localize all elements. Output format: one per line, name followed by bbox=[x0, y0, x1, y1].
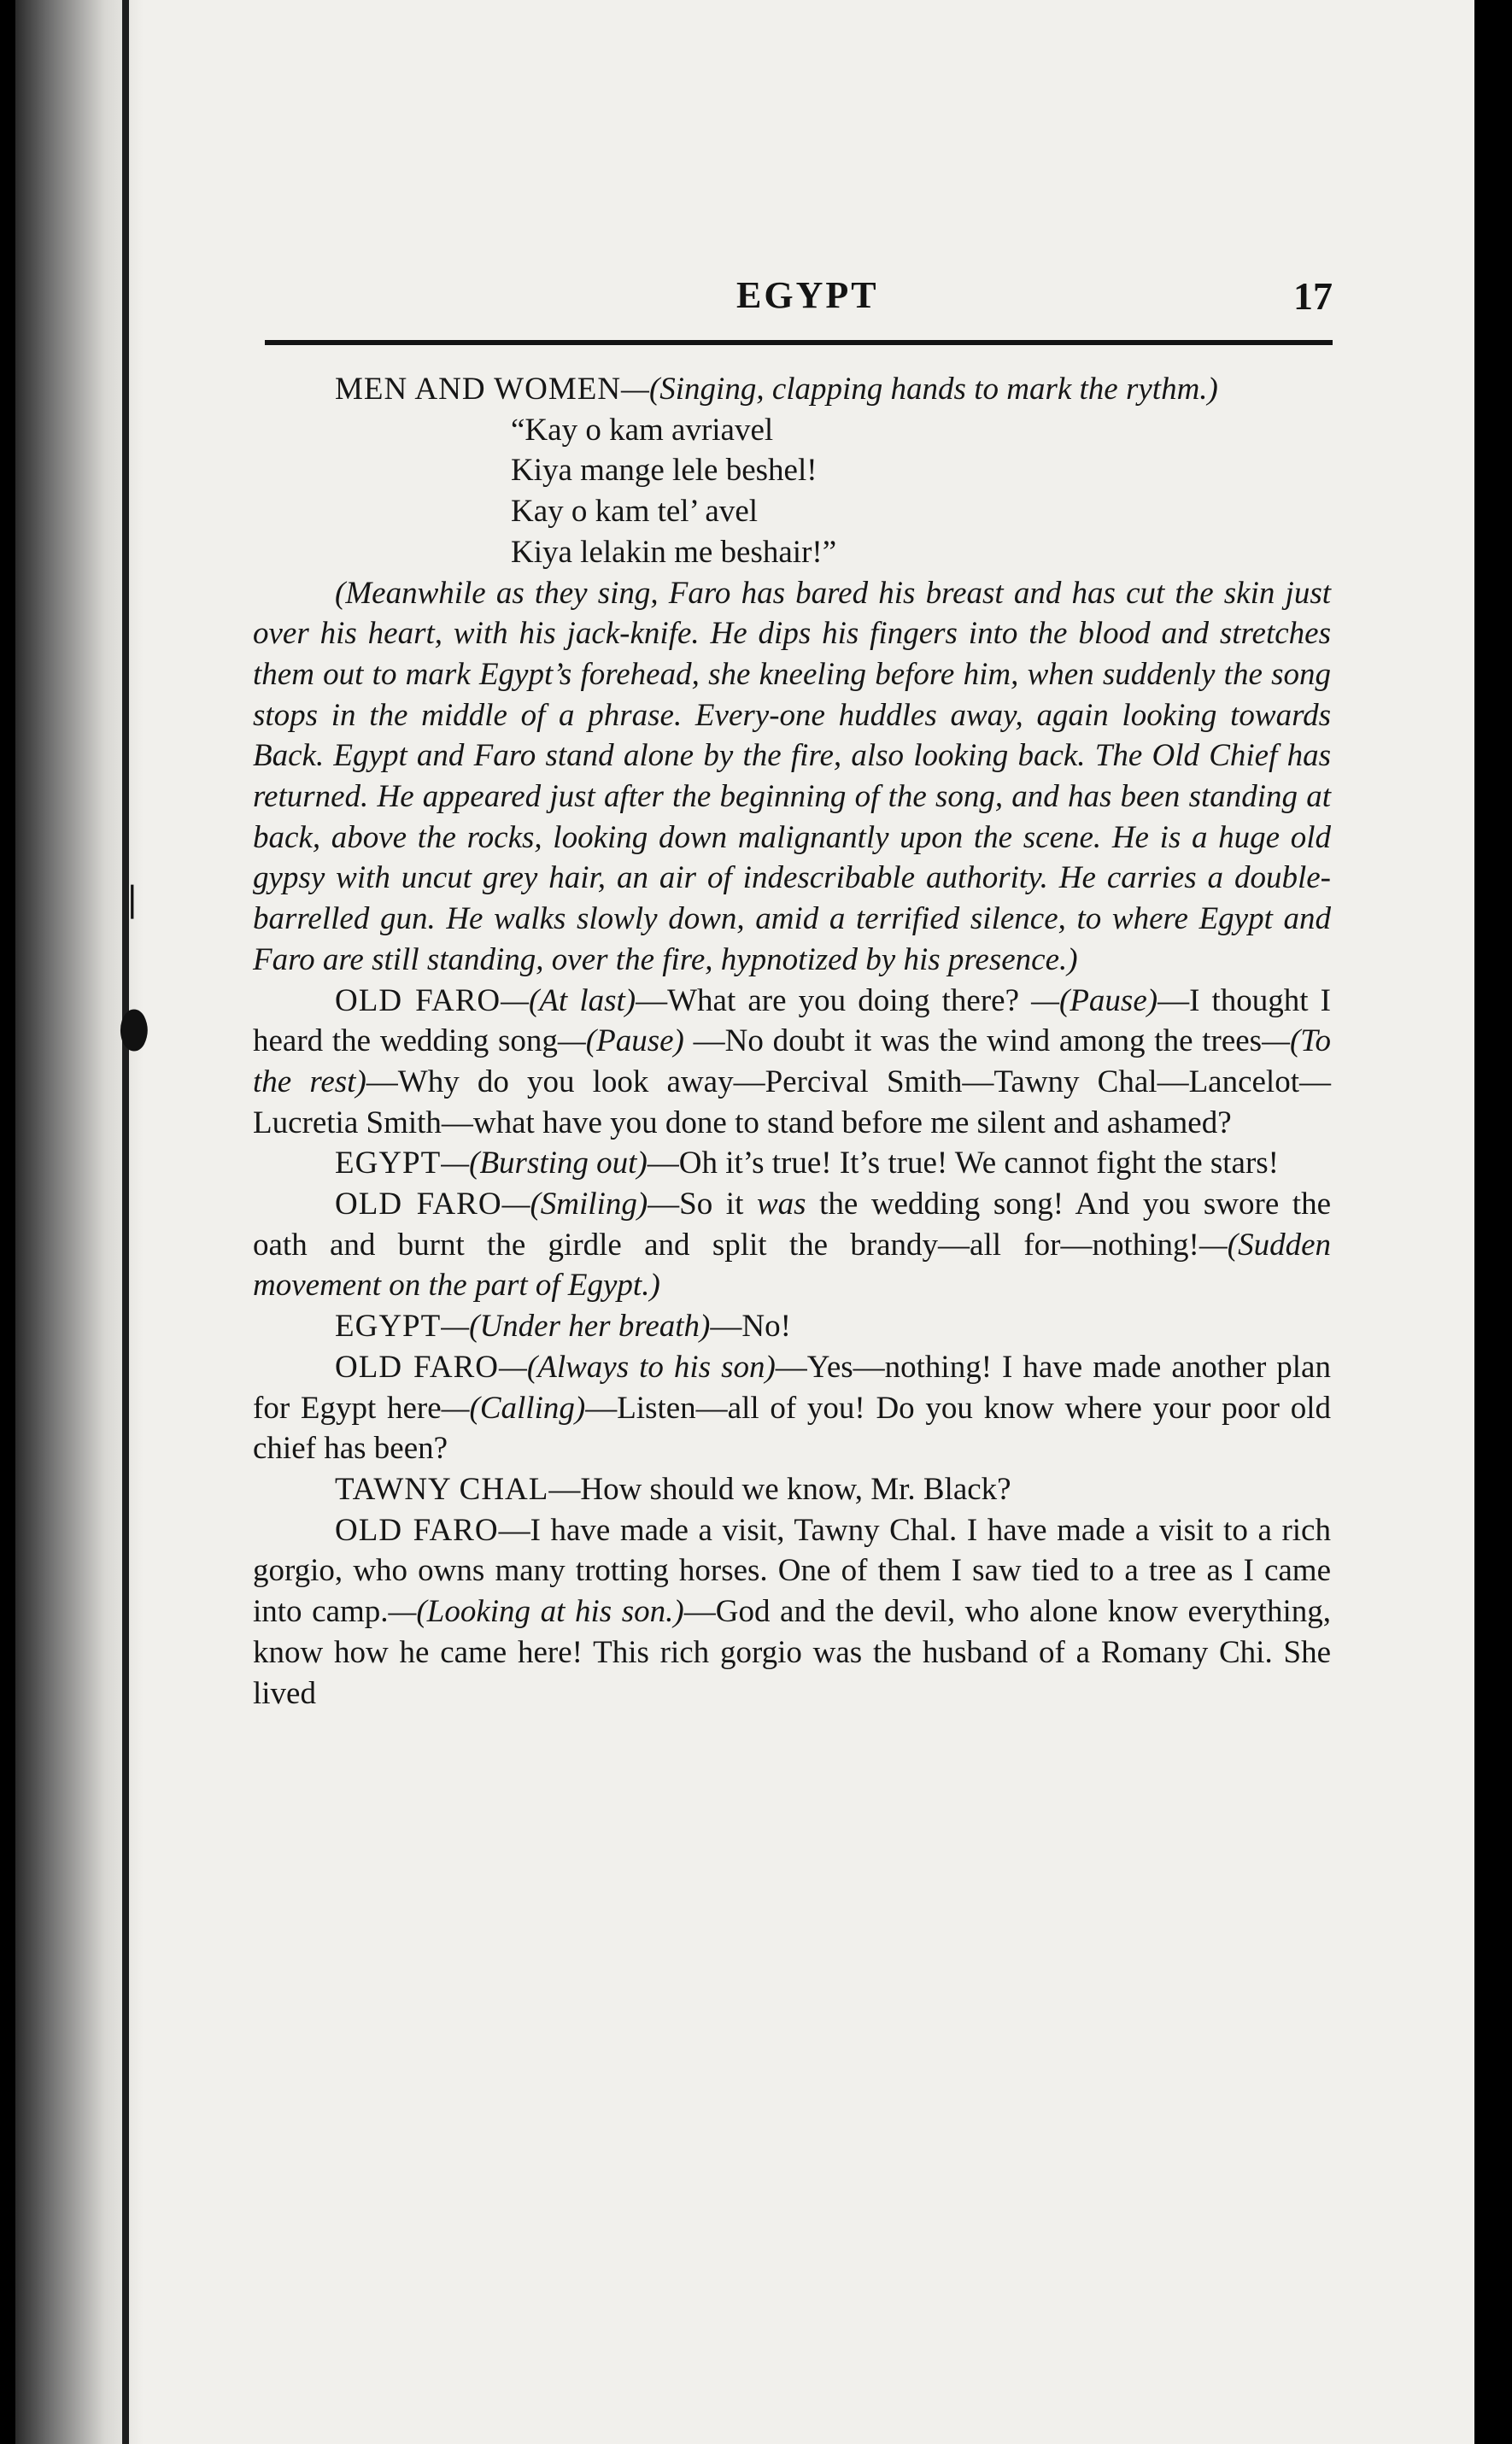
dialogue: the wedding song! And you swore the oath and burnt the girdle and split the brandy—all for—nothing! bbox=[253, 1187, 1332, 1263]
emphasis: was bbox=[756, 1187, 806, 1222]
dialogue: —Why do you look away—Percival Smith—Tawny Chal—Lancelot—Lucretia Smith—what have you done to stand before me silent and ashamed? bbox=[253, 1064, 1331, 1140]
binding-thread-mark: ❘ bbox=[118, 880, 147, 919]
stage-direction: —(Pause) bbox=[557, 1023, 684, 1059]
speaker-name: EGYPT bbox=[335, 1309, 442, 1345]
page-header bbox=[265, 273, 1333, 333]
stage-direction-block: (Meanwhile as they sing, Faro has bared his breast and has cut the skin just over his heart, with his jack-knife. He dips his fingers into the blood and stretches them out to mark Egypt’s forehead, she kneeling before him, when suddenly the song stops in the middle of a phrase. Every-one huddles away, again looking towards Back. Egypt and Faro stand alone by the fire, also looking back. The Old Chief has returned. He appeared just after the beginning of the song, and has been standing at back, above the rocks, looking down malignantly upon the scene. He is a huge old gypsy with uncut grey hair, an air of indescribable authority. He carries a double-barrelled gun. He walks slowly down, amid a terrified silence, to where Egypt and Faro are still standing, over the fire, hypnotized by his presence.) bbox=[253, 575, 1331, 977]
song-verse bbox=[511, 410, 1331, 573]
dialogue: —I have made a visit, Tawny Chal. I have made a visit to a rich gorgio, who owns many trotting horses. One of them I saw tied to a tree as I came into camp. bbox=[253, 1512, 1331, 1630]
speech-old-faro bbox=[253, 981, 1331, 1144]
dialogue: —What are you doing there? bbox=[636, 982, 1032, 1018]
speech-egypt bbox=[253, 1306, 1331, 1347]
stage-direction: —(At last) bbox=[501, 982, 636, 1018]
dialogue: —Listen—all of you! Do you know where your poor old chief has been? bbox=[253, 1390, 1331, 1467]
stage-direction: —(Bursting out) bbox=[441, 1146, 648, 1181]
stage-direction: —(Looking at his son.) bbox=[388, 1594, 684, 1630]
speech-old-faro bbox=[253, 1184, 1331, 1306]
header-rule bbox=[265, 340, 1333, 345]
speaker-name: MEN AND WOMEN bbox=[335, 372, 622, 407]
speech-men-and-women bbox=[253, 369, 1331, 410]
speaker-name: OLD FARO bbox=[335, 982, 501, 1018]
paper-page bbox=[15, 0, 1474, 2444]
verse-line: Kiya mange lele beshel! bbox=[511, 453, 818, 489]
stage-direction: —(To the rest) bbox=[253, 1023, 1331, 1099]
speech-old-faro bbox=[253, 1347, 1331, 1469]
dialogue: —So it bbox=[648, 1187, 757, 1222]
speaker-name: OLD FARO bbox=[335, 1512, 499, 1548]
dialogue: —Oh it’s true! It’s true! We cannot fight the stars! bbox=[647, 1146, 1280, 1181]
binding-thread-mark: ⬮ bbox=[118, 999, 150, 1059]
verse-line: Kiya lelakin me beshair!” bbox=[511, 534, 837, 570]
speech-egypt bbox=[253, 1143, 1331, 1184]
stage-direction: —(Calling) bbox=[441, 1390, 586, 1426]
speech-tawny-chal bbox=[253, 1469, 1331, 1510]
stage-direction: —(Always to his son) bbox=[499, 1349, 776, 1385]
dialogue: —How should we know, Mr. Black? bbox=[548, 1471, 1011, 1507]
dialogue: —I thought I heard the wedding song bbox=[253, 982, 1331, 1059]
speaker-name: EGYPT bbox=[335, 1146, 442, 1181]
speaker-name: OLD FARO bbox=[335, 1349, 499, 1385]
stage-direction: —(Sudden movement on the part of Egypt.) bbox=[253, 1227, 1331, 1304]
running-head: EGYPT bbox=[736, 274, 879, 316]
dialogue: —God and the devil, who alone know everything, know how he came here! This rich gorgio was the husband of a Romany Chi. She lived bbox=[253, 1594, 1331, 1711]
speaker-name: TAWNY CHAL bbox=[335, 1471, 549, 1507]
speech-old-faro bbox=[253, 1510, 1331, 1714]
dialogue: —Yes—nothing! I have made another plan for Egypt here bbox=[253, 1349, 1331, 1426]
page-number: 17 bbox=[1293, 274, 1333, 318]
binding-edge bbox=[122, 0, 129, 2444]
stage-direction: —(Singing, clapping hands to mark the rythm.) bbox=[621, 372, 1218, 407]
stage-direction: —(Under her breath) bbox=[441, 1309, 711, 1345]
verse-line: Kay o kam tel’ avel bbox=[511, 494, 759, 530]
dialogue: —No doubt it was the wind among the trees bbox=[683, 1023, 1263, 1059]
body-text bbox=[253, 369, 1331, 1714]
stage-direction: —(Smiling) bbox=[501, 1187, 648, 1222]
verse-line: “Kay o kam avriavel bbox=[511, 412, 774, 448]
speaker-name: OLD FARO bbox=[335, 1187, 502, 1222]
stage-direction: —(Pause) bbox=[1031, 982, 1158, 1018]
dialogue: —No! bbox=[710, 1309, 791, 1345]
